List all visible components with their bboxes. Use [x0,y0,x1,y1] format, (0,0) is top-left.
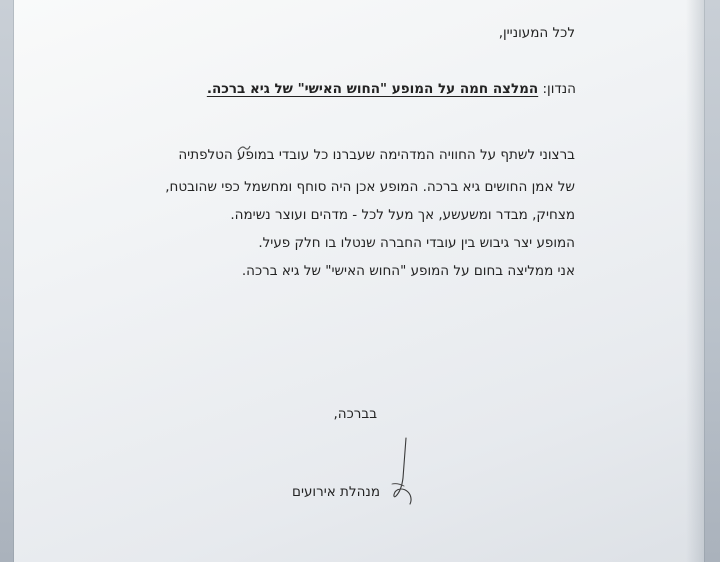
handwritten-signature [384,434,424,508]
body-line: מצחיק, מבדר ומשעשע, אך מעל לכל - מדהים ועוצר נשימה. [230,207,575,223]
body-line: של אמן החושים גיא ברכה. המופע אכן היה סוחף ומחשמל כפי שהובטח, [165,179,575,195]
body-line: ברצוני לשתף על החוויה המדהימה שעברנו כל עובדי במופע הטלפתיה [178,147,575,163]
letter-subject [207,80,576,98]
redaction-mark [236,143,252,153]
letter-closing: בברכה, [333,406,377,422]
signer-title: מנהלת אירועים [291,484,380,500]
sheet-edge-shadow [686,0,704,562]
subject-label: הנדון: [542,81,576,97]
body-line: המופע יצר גיבוש בין עובדי החברה שנטלו בו חלק פעיל. [258,235,575,251]
letter-addressee: לכל המעוניין, [498,25,575,41]
body-line: אני ממליצה בחום על המופע "החוש האישי" של גיא ברכה. [241,263,575,279]
subject-text: המלצה חמה על המופע "החוש האישי" של גיא ברכה. [206,81,539,97]
letter-sheet [14,0,704,562]
